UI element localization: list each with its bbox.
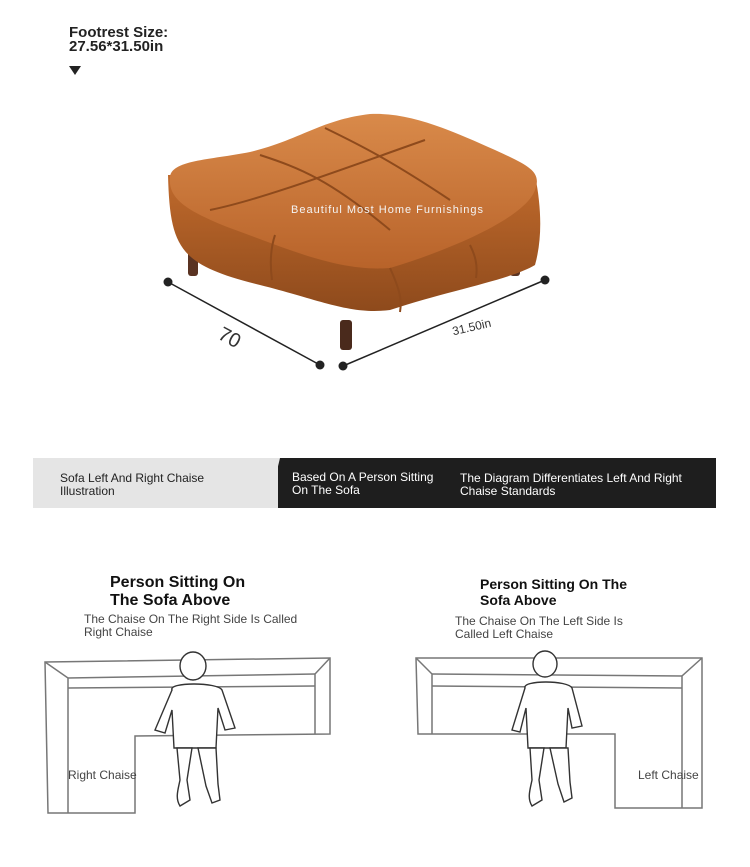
footrest-size-title — [69, 26, 168, 54]
banner-slant — [268, 458, 280, 508]
sofa-backrest — [432, 674, 682, 676]
down-triangle-icon — [69, 66, 81, 75]
watermark-text: Beautiful Most Home Furnishings — [291, 204, 485, 216]
sofa-diagram-left-chaise — [410, 648, 710, 818]
diagram-right-heading: Person Sitting On The Sofa Above — [480, 576, 628, 608]
dimension-dot — [316, 361, 325, 370]
banner-left-text: Sofa Left And Right Chaise Illustration — [60, 471, 205, 498]
dimension-dot — [164, 278, 173, 287]
sofa-arm-right — [682, 658, 702, 808]
diagram-left-subheading: The Chaise On The Right Side Is Called Right Chaise — [84, 612, 298, 639]
sofa-arm-right — [315, 658, 330, 734]
title-line-2: 27.56*31.50in — [69, 38, 164, 55]
ottoman-leg — [340, 320, 352, 350]
banner-middle-text: Based On A Person Sitting On The Sofa — [292, 470, 434, 497]
sofa-arm-left — [45, 662, 68, 813]
title-line-1: Footrest Size: — [69, 24, 169, 41]
ottoman-illustration — [150, 100, 570, 390]
diagram-left-heading: Person Sitting On The Sofa Above — [110, 574, 246, 609]
sofa-diagram-right-chaise — [40, 648, 340, 818]
info-banner — [33, 458, 716, 508]
dimension-label-left: 70 — [214, 323, 245, 353]
chaise-label-left: Left Chaise — [638, 768, 699, 782]
dimension-label-right: 31.50in — [450, 315, 493, 339]
dimension-dot — [339, 362, 348, 371]
chaise-label-right: Right Chaise — [68, 768, 137, 782]
diagram-right-subheading: The Chaise On The Left Side Is Called Left Chaise — [455, 614, 623, 641]
banner-right-text: The Diagram Differentiates Left And Right Chaise Standards — [460, 471, 682, 498]
dimension-dot — [541, 276, 550, 285]
